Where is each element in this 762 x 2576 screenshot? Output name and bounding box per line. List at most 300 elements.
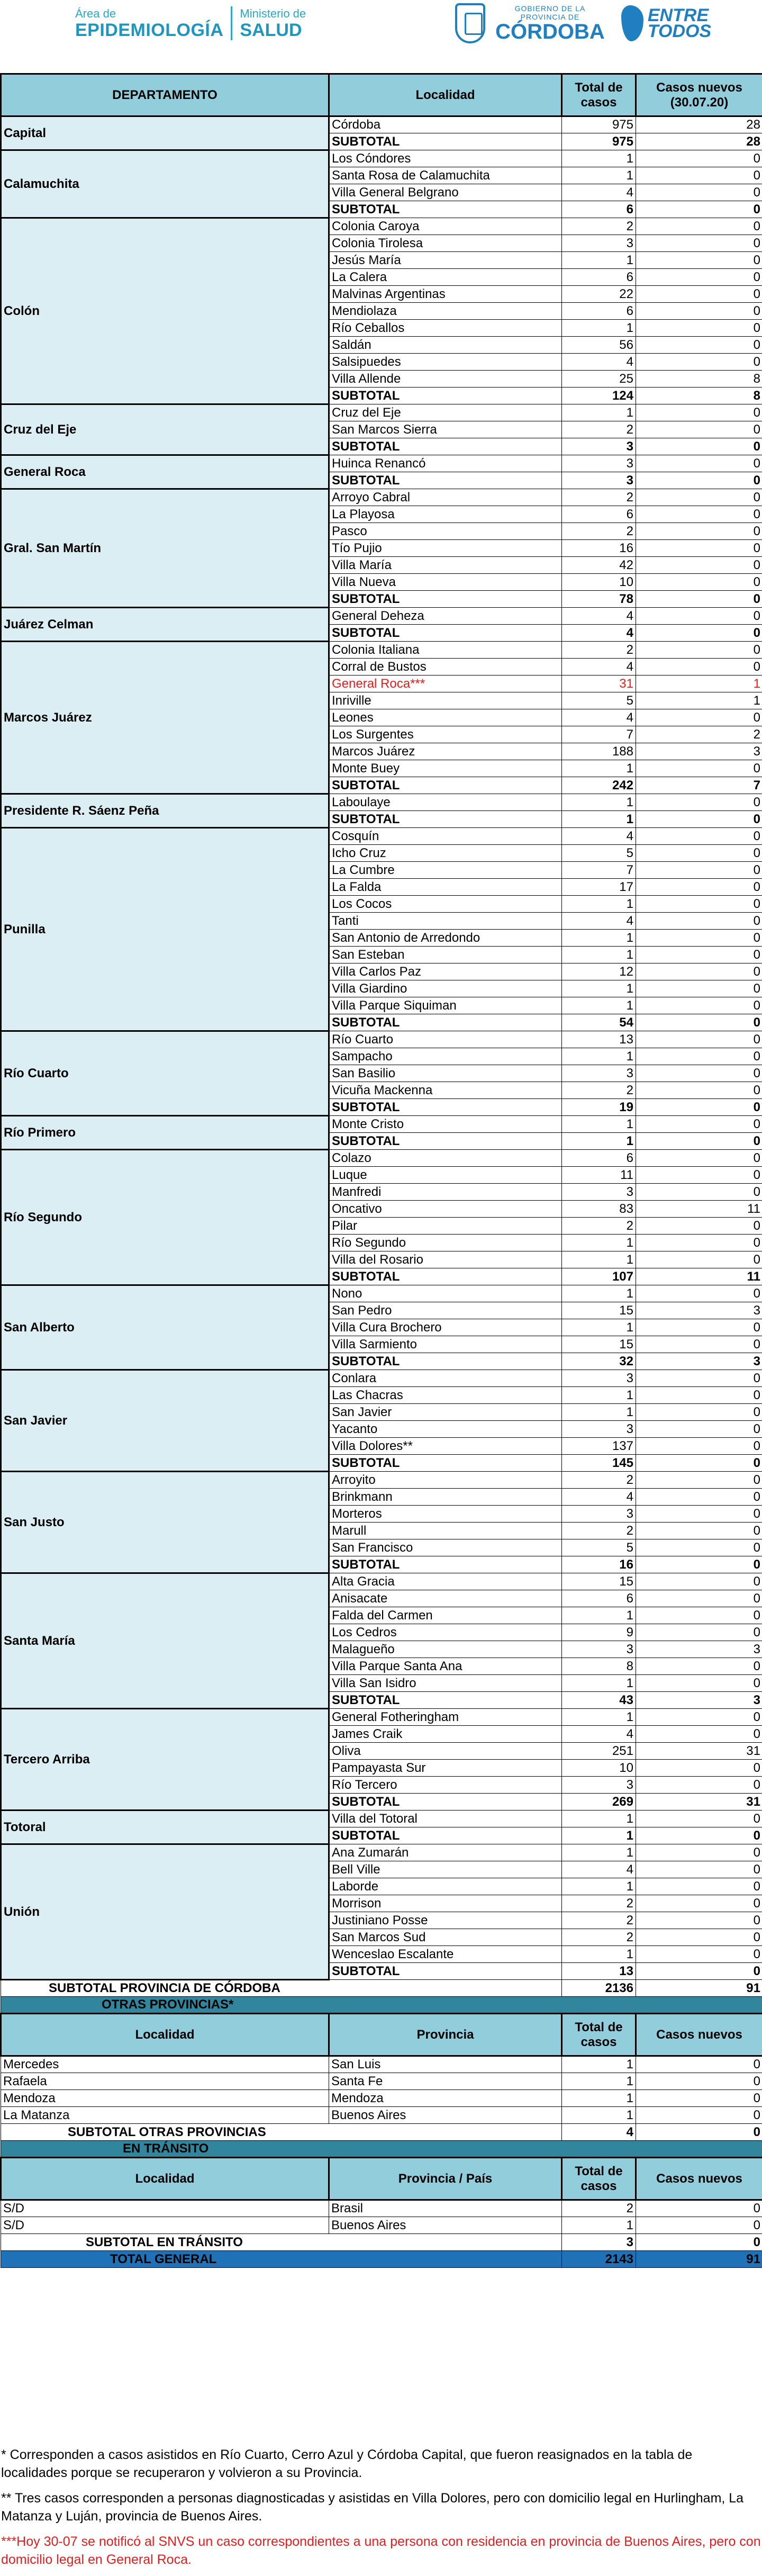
total-cases-cell: 6 <box>562 1590 636 1607</box>
new-cases-cell: 0 <box>636 557 762 574</box>
otras-band-label: OTRAS PROVINCIAS* <box>1 1997 762 2014</box>
subtotal-new: 0 <box>636 201 762 218</box>
locality-cell: La Cumbre <box>329 862 562 879</box>
locality-cell: Manfredi <box>329 1184 562 1201</box>
department-name: Colón <box>1 218 329 404</box>
new-cases-cell: 0 <box>636 1048 762 1065</box>
locality-cell: Arroyo Cabral <box>329 489 562 506</box>
total-cases-cell: 1 <box>562 896 636 913</box>
subtotal-new: 7 <box>636 777 762 794</box>
new-cases-cell: 0 <box>636 896 762 913</box>
table-row <box>1 1811 762 1827</box>
locality-cell: San Basilio <box>329 1065 562 1082</box>
new-cases-cell: 3 <box>636 1641 762 1658</box>
total-cases-cell: 1 <box>562 1251 636 1268</box>
otras-col-provincia: Provincia <box>329 2014 562 2056</box>
table-row <box>1 1150 762 1167</box>
locality-cell: Río Tercero <box>329 1777 562 1794</box>
new-cases-cell: 0 <box>636 1760 762 1777</box>
subtotal-new: 0 <box>636 1556 762 1573</box>
new-cases-cell: 0 <box>636 1336 762 1353</box>
subtotal-label: SUBTOTAL <box>329 591 562 608</box>
subtotal-new: 3 <box>636 1353 762 1370</box>
new-cases-cell: 0 <box>636 1929 762 1946</box>
locality-cell: Los Cóndores <box>329 150 562 167</box>
new-cases-cell: 0 <box>636 1946 762 1963</box>
total-cases-cell: 1 <box>562 252 636 269</box>
new-cases-cell: 0 <box>636 252 762 269</box>
locality-cell: Monte Buey <box>329 760 562 777</box>
province-seal-icon <box>455 3 485 43</box>
province-subtotal-total: 2136 <box>562 1980 636 1997</box>
new-cases-cell: 0 <box>636 269 762 286</box>
department-name: San Alberto <box>1 1285 329 1370</box>
total-cases-cell: 6 <box>562 1150 636 1167</box>
department-name: Río Segundo <box>1 1150 329 1285</box>
subtotal-total: 1 <box>562 1133 636 1150</box>
new-cases-cell: 0 <box>636 862 762 879</box>
new-cases-cell: 0 <box>636 1489 762 1506</box>
subtotal-label: SUBTOTAL <box>329 625 562 642</box>
otras-header-row <box>1 2014 762 2056</box>
province-subtotal-new: 91 <box>636 1980 762 1997</box>
subtotal-total: 6 <box>562 201 636 218</box>
new-cases-cell: 0 <box>636 286 762 303</box>
locality-cell: Villa Carlos Paz <box>329 963 562 980</box>
department-name: Marcos Juárez <box>1 642 329 794</box>
locality-cell: Villa Sarmiento <box>329 1336 562 1353</box>
page-header <box>0 0 762 59</box>
department-name: Punilla <box>1 828 329 1031</box>
subtotal-label: SUBTOTAL <box>329 1268 562 1285</box>
new-cases-cell: 1 <box>636 675 762 692</box>
locality-cell: Monte Cristo <box>329 1116 562 1133</box>
transito-subtotal-total: 3 <box>562 2234 636 2251</box>
footnote-2: ** Tres casos corresponden a personas diagnosticadas y asistidas en Villa Dolores, pero con domicilio legal en Hurlingham, La Matanza y Luján, provincia de Buenos Aires. <box>1 2489 761 2525</box>
gov-label: GOBIERNO DE LA PROVINCIA DE <box>492 4 608 21</box>
locality-cell: Mendoza <box>1 2090 329 2107</box>
locality-cell: Morrison <box>329 1895 562 1912</box>
new-cases-cell: 0 <box>636 2056 762 2073</box>
total-cases-cell: 4 <box>562 828 636 845</box>
subtotal-label: SUBTOTAL <box>329 1963 562 1980</box>
total-cases-cell: 3 <box>562 1065 636 1082</box>
area-name: EPIDEMIOLOGÍA <box>75 21 223 40</box>
new-cases-cell: 0 <box>636 1675 762 1692</box>
new-cases-cell: 0 <box>636 845 762 862</box>
new-cases-cell: 2 <box>636 726 762 743</box>
department-name: Tercero Arriba <box>1 1709 329 1811</box>
transito-col-localidad: Localidad <box>1 2158 329 2200</box>
department-name: Unión <box>1 1844 329 1980</box>
locality-cell: Villa del Totoral <box>329 1811 562 1827</box>
otras-band-row <box>1 1997 762 2014</box>
subtotal-total: 975 <box>562 133 636 150</box>
new-cases-cell: 0 <box>636 1235 762 1251</box>
new-cases-cell: 0 <box>636 608 762 625</box>
subtotal-new: 0 <box>636 472 762 489</box>
total-cases-cell: 11 <box>562 1167 636 1184</box>
otras-subtotal-label: SUBTOTAL OTRAS PROVINCIAS <box>1 2124 562 2141</box>
transito-subtotal-new: 0 <box>636 2234 762 2251</box>
locality-cell: Nono <box>329 1285 562 1302</box>
new-cases-cell: 0 <box>636 2200 762 2217</box>
total-cases-cell: 1 <box>562 947 636 963</box>
total-cases-cell: 1 <box>562 1844 636 1861</box>
total-cases-cell: 1 <box>562 320 636 337</box>
total-cases-cell: 4 <box>562 1489 636 1506</box>
total-cases-cell: 2 <box>562 1929 636 1946</box>
total-cases-cell: 3 <box>562 1421 636 1438</box>
new-cases-cell: 0 <box>636 1031 762 1048</box>
total-cases-cell: 2 <box>562 218 636 235</box>
total-cases-cell: 2 <box>562 1895 636 1912</box>
table-row <box>1 218 762 235</box>
total-cases-cell: 3 <box>562 1370 636 1387</box>
locality-cell: San Javier <box>329 1404 562 1421</box>
total-cases-cell: 4 <box>562 608 636 625</box>
table-row <box>1 1285 762 1302</box>
transito-band-row <box>1 2141 762 2158</box>
new-cases-cell: 0 <box>636 2217 762 2234</box>
province-map-icon <box>621 5 643 41</box>
cases-table <box>0 73 762 2268</box>
logo-divider <box>231 6 232 40</box>
subtotal-total: 242 <box>562 777 636 794</box>
total-cases-cell: 1 <box>562 1946 636 1963</box>
new-cases-cell: 0 <box>636 540 762 557</box>
transito-body <box>1 2200 762 2234</box>
new-cases-cell: 0 <box>636 320 762 337</box>
locality-cell: Jesús María <box>329 252 562 269</box>
province-subtotal-label: SUBTOTAL PROVINCIA DE CÓRDOBA <box>1 1980 562 1997</box>
otras-subtotal-new: 0 <box>636 2124 762 2141</box>
total-cases-cell: 188 <box>562 743 636 760</box>
transito-header-row <box>1 2158 762 2200</box>
locality-cell: Tío Pujio <box>329 540 562 557</box>
new-cases-cell: 0 <box>636 1573 762 1590</box>
locality-cell: Villa Giardino <box>329 980 562 997</box>
table-row <box>1 2073 762 2090</box>
table-row <box>1 1472 762 1489</box>
locality-cell: Cosquín <box>329 828 562 845</box>
total-cases-cell: 975 <box>562 116 636 133</box>
total-cases-cell: 6 <box>562 269 636 286</box>
total-cases-cell: 3 <box>562 1184 636 1201</box>
subtotal-new: 31 <box>636 1794 762 1811</box>
new-cases-cell: 0 <box>636 1218 762 1235</box>
province-cell: Brasil <box>329 2200 562 2217</box>
subtotal-total: 43 <box>562 1692 636 1709</box>
table-row <box>1 2217 762 2234</box>
subtotal-total: 4 <box>562 625 636 642</box>
subtotal-new: 0 <box>636 811 762 828</box>
locality-cell: La Falda <box>329 879 562 896</box>
total-cases-cell: 1 <box>562 930 636 947</box>
otras-col-total: Total de casos <box>562 2014 636 2056</box>
total-cases-cell: 4 <box>562 709 636 726</box>
department-name: Río Primero <box>1 1116 329 1150</box>
subtotal-new: 0 <box>636 1827 762 1844</box>
total-cases-cell: 1 <box>562 2056 636 2073</box>
table-row <box>1 2090 762 2107</box>
province-subtotal-row <box>1 1980 762 1997</box>
transito-band-label: EN TRÁNSITO <box>1 2141 762 2158</box>
transito-subtotal-row <box>1 2234 762 2251</box>
subtotal-label: SUBTOTAL <box>329 1133 562 1150</box>
new-cases-cell: 0 <box>636 947 762 963</box>
total-cases-cell: 83 <box>562 1201 636 1218</box>
transito-col-provincia: Provincia / País <box>329 2158 562 2200</box>
locality-cell: Corral de Bustos <box>329 659 562 675</box>
new-cases-cell: 0 <box>636 1590 762 1607</box>
new-cases-cell: 0 <box>636 1150 762 1167</box>
total-cases-cell: 1 <box>562 1675 636 1692</box>
subtotal-new: 0 <box>636 438 762 455</box>
new-cases-cell: 0 <box>636 337 762 354</box>
locality-cell: Cruz del Eje <box>329 404 562 421</box>
total-cases-cell: 15 <box>562 1302 636 1319</box>
subtotal-new: 8 <box>636 388 762 404</box>
transito-subtotal-label: SUBTOTAL EN TRÁNSITO <box>1 2234 562 2251</box>
otras-subtotal-row <box>1 2124 762 2141</box>
new-cases-cell: 0 <box>636 523 762 540</box>
new-cases-cell: 0 <box>636 1506 762 1523</box>
new-cases-cell: 0 <box>636 1116 762 1133</box>
area-label: Área de <box>75 7 223 21</box>
new-cases-cell: 0 <box>636 1387 762 1404</box>
new-cases-cell: 0 <box>636 1777 762 1794</box>
total-cases-cell: 9 <box>562 1624 636 1641</box>
subtotal-new: 3 <box>636 1692 762 1709</box>
new-cases-cell: 0 <box>636 1370 762 1387</box>
cordoba-government-logo <box>455 3 762 43</box>
subtotal-new: 0 <box>636 1099 762 1116</box>
locality-cell: S/D <box>1 2200 329 2217</box>
new-cases-cell: 0 <box>636 997 762 1014</box>
locality-cell: Ana Zumarán <box>329 1844 562 1861</box>
total-cases-cell: 4 <box>562 1861 636 1878</box>
totals-section <box>1 2234 762 2268</box>
new-cases-cell: 0 <box>636 1878 762 1895</box>
locality-cell: Los Cedros <box>329 1624 562 1641</box>
total-general-new: 91 <box>636 2251 762 2268</box>
subtotal-total: 16 <box>562 1556 636 1573</box>
new-cases-cell: 0 <box>636 709 762 726</box>
table-row <box>1 489 762 506</box>
locality-cell: San Pedro <box>329 1302 562 1319</box>
province-cell: San Luis <box>329 2056 562 2073</box>
total-cases-cell: 4 <box>562 354 636 371</box>
new-cases-cell: 0 <box>636 1184 762 1201</box>
locality-cell: Yacanto <box>329 1421 562 1438</box>
footnote-1: * Corresponden a casos asistidos en Río Cuarto, Cerro Azul y Córdoba Capital, que fueron reasignados en la tabla de localidades porque se recuperaron y volvieron a su Provincia. <box>1 2446 761 2482</box>
subtotal-total: 32 <box>562 1353 636 1370</box>
new-cases-cell: 3 <box>636 743 762 760</box>
new-cases-cell: 0 <box>636 659 762 675</box>
total-cases-cell: 2 <box>562 1523 636 1539</box>
total-cases-cell: 5 <box>562 692 636 709</box>
table-row <box>1 2200 762 2217</box>
locality-cell: La Playosa <box>329 506 562 523</box>
total-cases-cell: 1 <box>562 1878 636 1895</box>
total-cases-cell: 10 <box>562 574 636 591</box>
new-cases-cell: 0 <box>636 828 762 845</box>
locality-cell: San Esteban <box>329 947 562 963</box>
subtotal-new: 28 <box>636 133 762 150</box>
new-cases-cell: 0 <box>636 150 762 167</box>
table-row <box>1 2056 762 2073</box>
department-name: Capital <box>1 116 329 150</box>
total-cases-cell: 42 <box>562 557 636 574</box>
table-row <box>1 2107 762 2124</box>
new-cases-cell: 28 <box>636 116 762 133</box>
gov-name: CÓRDOBA <box>492 21 608 42</box>
total-cases-cell: 2 <box>562 1912 636 1929</box>
subtotal-label: SUBTOTAL <box>329 777 562 794</box>
total-cases-cell: 17 <box>562 879 636 896</box>
locality-cell: Colonia Tirolesa <box>329 235 562 252</box>
new-cases-cell: 0 <box>636 1607 762 1624</box>
total-cases-cell: 1 <box>562 2107 636 2124</box>
total-cases-cell: 25 <box>562 371 636 388</box>
subtotal-total: 1 <box>562 1827 636 1844</box>
new-cases-cell: 0 <box>636 1658 762 1675</box>
subtotal-new: 0 <box>636 1014 762 1031</box>
total-cases-cell: 1 <box>562 1116 636 1133</box>
subtotal-label: SUBTOTAL <box>329 1827 562 1844</box>
table-row <box>1 404 762 421</box>
new-cases-cell: 0 <box>636 1285 762 1302</box>
total-cases-cell: 3 <box>562 455 636 472</box>
new-cases-cell: 0 <box>636 1523 762 1539</box>
locality-cell: San Marcos Sud <box>329 1929 562 1946</box>
table-row <box>1 1031 762 1048</box>
total-cases-cell: 2 <box>562 421 636 438</box>
subtotal-label: SUBTOTAL <box>329 388 562 404</box>
new-cases-cell: 0 <box>636 218 762 235</box>
slogan: ENTRE TODOS <box>648 7 762 39</box>
col-nuevos: Casos nuevos (30.07.20) <box>636 74 762 116</box>
total-cases-cell: 3 <box>562 235 636 252</box>
new-cases-cell: 0 <box>636 1319 762 1336</box>
locality-cell: Colonia Italiana <box>329 642 562 659</box>
new-cases-cell: 0 <box>636 1811 762 1827</box>
locality-cell: Santa Rosa de Calamuchita <box>329 167 562 184</box>
ministry-label: Ministerio de <box>240 7 306 21</box>
transito-section <box>1 2124 762 2200</box>
department-name: Calamuchita <box>1 150 329 218</box>
subtotal-label: SUBTOTAL <box>329 472 562 489</box>
new-cases-cell: 0 <box>636 574 762 591</box>
total-cases-cell: 1 <box>562 1387 636 1404</box>
department-name: San Javier <box>1 1370 329 1472</box>
table-row <box>1 794 762 811</box>
department-name: Presidente R. Sáenz Peña <box>1 794 329 828</box>
locality-cell: Laboulaye <box>329 794 562 811</box>
locality-cell: Los Surgentes <box>329 726 562 743</box>
new-cases-cell: 0 <box>636 167 762 184</box>
table-row <box>1 608 762 625</box>
total-general-total: 2143 <box>562 2251 636 2268</box>
total-cases-cell: 6 <box>562 506 636 523</box>
department-name: Río Cuarto <box>1 1031 329 1116</box>
locality-cell: Villa Dolores** <box>329 1438 562 1455</box>
total-cases-cell: 2 <box>562 1218 636 1235</box>
new-cases-cell: 0 <box>636 1065 762 1082</box>
locality-cell: Villa Cura Brochero <box>329 1319 562 1336</box>
new-cases-cell: 0 <box>636 1895 762 1912</box>
subtotal-new: 0 <box>636 1455 762 1472</box>
new-cases-cell: 0 <box>636 1709 762 1726</box>
table-row <box>1 1116 762 1133</box>
table-row <box>1 116 762 133</box>
col-departamento: DEPARTAMENTO <box>1 74 329 116</box>
locality-cell: Marcos Juárez <box>329 743 562 760</box>
locality-cell: Río Ceballos <box>329 320 562 337</box>
total-cases-cell: 137 <box>562 1438 636 1455</box>
locality-cell: Malagueño <box>329 1641 562 1658</box>
locality-cell: Oncativo <box>329 1201 562 1218</box>
table-row <box>1 1573 762 1590</box>
locality-cell: Río Segundo <box>329 1235 562 1251</box>
total-cases-cell: 16 <box>562 540 636 557</box>
total-cases-cell: 4 <box>562 913 636 930</box>
new-cases-cell: 0 <box>636 1726 762 1743</box>
locality-cell: Salsipuedes <box>329 354 562 371</box>
total-cases-cell: 1 <box>562 167 636 184</box>
total-cases-cell: 1 <box>562 1607 636 1624</box>
department-name: Juárez Celman <box>1 608 329 642</box>
locality-cell: Saldán <box>329 337 562 354</box>
total-cases-cell: 1 <box>562 760 636 777</box>
locality-cell: Colonia Caroya <box>329 218 562 235</box>
department-name: Totoral <box>1 1811 329 1844</box>
total-cases-cell: 12 <box>562 963 636 980</box>
total-cases-cell: 3 <box>562 1506 636 1523</box>
locality-cell: San Francisco <box>329 1539 562 1556</box>
locality-cell: Colazo <box>329 1150 562 1167</box>
subtotal-total: 13 <box>562 1963 636 1980</box>
new-cases-cell: 0 <box>636 1912 762 1929</box>
province-cell: Mendoza <box>329 2090 562 2107</box>
total-cases-cell: 13 <box>562 1031 636 1048</box>
locality-cell: La Matanza <box>1 2107 329 2124</box>
total-cases-cell: 3 <box>562 1777 636 1794</box>
department-name: Cruz del Eje <box>1 404 329 455</box>
locality-cell: Laborde <box>329 1878 562 1895</box>
total-cases-cell: 2 <box>562 642 636 659</box>
subtotal-total: 78 <box>562 591 636 608</box>
subtotal-total: 1 <box>562 811 636 828</box>
locality-cell: Mendiolaza <box>329 303 562 320</box>
total-cases-cell: 1 <box>562 1048 636 1065</box>
departments-body <box>1 116 762 1980</box>
new-cases-cell: 0 <box>636 184 762 201</box>
locality-cell: Morteros <box>329 1506 562 1523</box>
locality-cell: Inriville <box>329 692 562 709</box>
subtotal-label: SUBTOTAL <box>329 201 562 218</box>
epidemiologia-logo <box>75 6 306 40</box>
locality-cell: Rafaela <box>1 2073 329 2090</box>
total-cases-cell: 8 <box>562 1658 636 1675</box>
locality-cell: Río Cuarto <box>329 1031 562 1048</box>
subtotal-label: SUBTOTAL <box>329 133 562 150</box>
locality-cell: San Marcos Sierra <box>329 421 562 438</box>
new-cases-cell: 0 <box>636 489 762 506</box>
locality-cell: Bell Ville <box>329 1861 562 1878</box>
locality-cell: Mercedes <box>1 2056 329 2073</box>
